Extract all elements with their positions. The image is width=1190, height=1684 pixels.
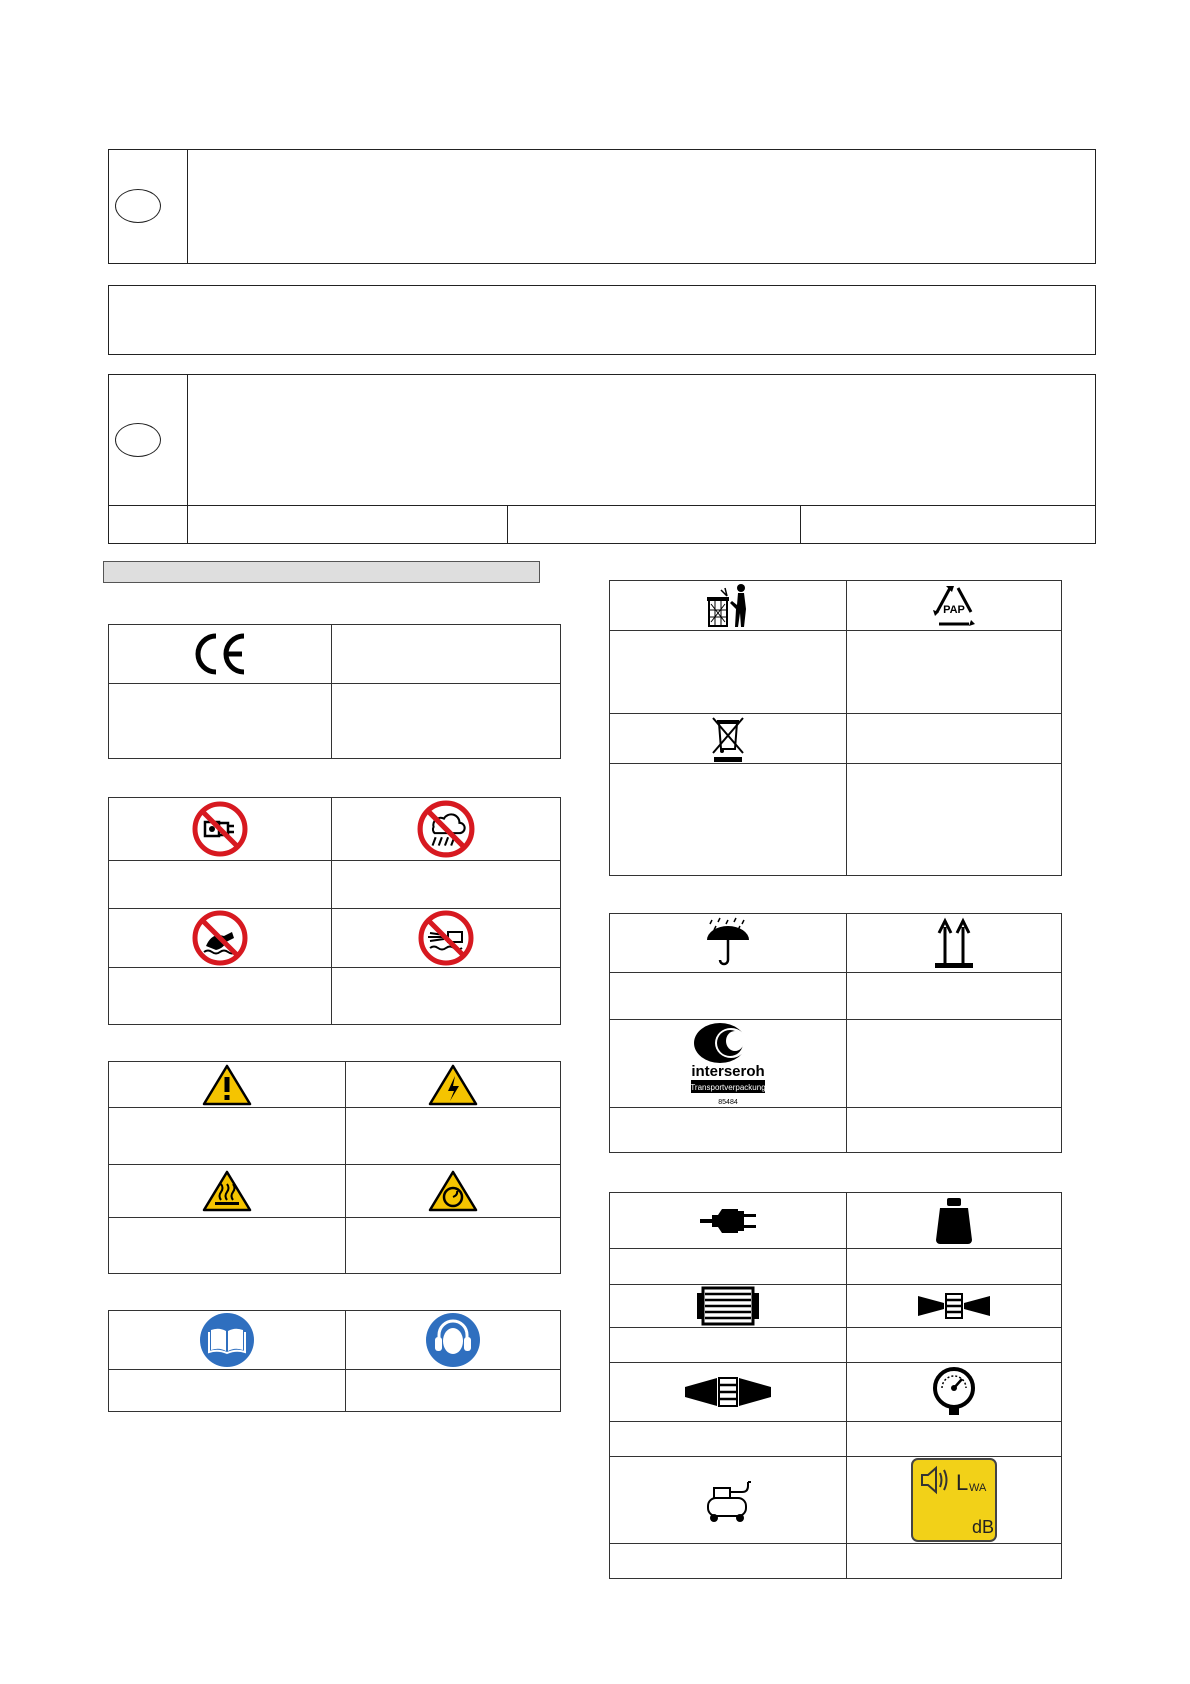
disposal-text-cell — [610, 631, 847, 714]
ce-mark-icon — [192, 632, 248, 676]
power-plug-icon — [696, 1201, 760, 1241]
prohibition-text-cell — [109, 968, 332, 1025]
warning-icon-cell — [346, 1062, 561, 1108]
no-unplug-by-cable-icon — [192, 801, 248, 857]
paper-recycling-icon — [927, 582, 981, 630]
ce-description-cell — [332, 625, 561, 684]
technical-icon-cell — [847, 1457, 1062, 1544]
technical-icon-cell — [610, 1285, 847, 1328]
technical-text-cell — [610, 1422, 847, 1457]
technical-text-cell — [847, 1328, 1062, 1363]
hot-surface-warning-icon — [202, 1170, 252, 1212]
interseroh-brand: interseroh — [691, 1062, 765, 1080]
technical-icon-cell — [610, 1457, 847, 1544]
panel-3-col-line-2 — [800, 505, 801, 544]
weight-icon — [934, 1196, 974, 1246]
interseroh-number: 85484 — [718, 1098, 738, 1106]
disposal-text-cell — [610, 764, 847, 876]
technical-text-cell — [847, 1422, 1062, 1457]
disposal-text-cell — [847, 714, 1062, 764]
prohibition-icon-cell — [332, 798, 561, 861]
technical-data-table — [609, 1192, 1062, 1579]
output-pressure-icon — [683, 1374, 773, 1410]
technical-text-cell — [610, 1544, 847, 1579]
warning-table — [108, 1061, 561, 1274]
technical-icon-cell — [847, 1285, 1062, 1328]
prohibition-icon-cell — [109, 909, 332, 968]
interseroh-logo-icon — [683, 1021, 773, 1107]
warning-icon-cell — [109, 1165, 346, 1218]
packaging-text-cell — [610, 1108, 847, 1153]
technical-icon-cell — [610, 1363, 847, 1422]
general-warning-icon — [202, 1064, 252, 1106]
panel-3-col-line-1 — [507, 505, 508, 544]
technical-icon-cell — [847, 1363, 1062, 1422]
sound-label-main: L — [956, 1470, 969, 1495]
prohibition-table — [108, 797, 561, 1025]
packaging-table — [609, 913, 1062, 1153]
packaging-icon-cell — [610, 914, 847, 973]
info-panel-2 — [108, 285, 1096, 355]
conformity-text-cell-1 — [109, 684, 332, 759]
disposal-text-cell — [847, 764, 1062, 876]
disposal-text-cell — [847, 631, 1062, 714]
packaging-text-cell — [847, 1108, 1062, 1153]
electric-shock-warning-icon — [428, 1064, 478, 1106]
warning-text-cell — [346, 1108, 561, 1165]
pressure-gauge-icon — [931, 1367, 977, 1417]
packaging-icon-cell — [610, 1020, 847, 1108]
this-way-up-icon — [931, 915, 977, 971]
disposal-icon-cell — [610, 714, 847, 764]
no-rain-exposure-icon — [417, 800, 475, 858]
section-header-bar — [103, 561, 540, 583]
mandatory-icon-cell — [109, 1311, 346, 1370]
conformity-text-cell-2 — [332, 684, 561, 759]
no-water-spray-icon — [418, 910, 474, 966]
mandatory-table — [108, 1310, 561, 1412]
disposal-table — [609, 580, 1062, 876]
packaging-text-cell — [610, 973, 847, 1020]
sound-label-unit: dB — [972, 1517, 995, 1537]
sound-label-sub: WA — [969, 1482, 987, 1494]
technical-icon-cell — [847, 1193, 1062, 1249]
info-panel-1 — [108, 149, 1096, 264]
disposal-icon-cell — [847, 581, 1062, 631]
technical-text-cell — [610, 1249, 847, 1285]
mandatory-icon-cell — [346, 1311, 561, 1370]
compressor-icon — [702, 1476, 754, 1524]
warning-icon-cell — [346, 1165, 561, 1218]
conformity-table — [108, 624, 561, 759]
input-pressure-icon — [916, 1290, 992, 1322]
mandatory-text-cell — [346, 1370, 561, 1412]
prohibition-icon-cell — [332, 909, 561, 968]
prohibition-text-cell — [109, 861, 332, 909]
sound-power-level-icon — [910, 1457, 998, 1543]
packaging-icon-cell — [847, 914, 1062, 973]
ce-cell — [109, 625, 332, 684]
technical-text-cell — [847, 1544, 1062, 1579]
packaging-text-cell — [847, 973, 1062, 1020]
no-wet-environment-icon — [192, 910, 248, 966]
automatic-start-warning-icon — [428, 1170, 478, 1212]
recycling-label: PAP — [943, 603, 965, 616]
packaging-text-cell — [847, 1020, 1062, 1108]
wear-ear-protection-icon — [424, 1311, 482, 1369]
panel-3-row-line — [108, 505, 1096, 506]
interseroh-subtitle: Transportverpackung — [690, 1082, 766, 1092]
technical-text-cell — [847, 1249, 1062, 1285]
read-manual-icon — [198, 1311, 256, 1369]
warning-text-cell — [109, 1218, 346, 1274]
disposal-icon-cell — [610, 581, 847, 631]
prohibition-icon-cell — [109, 798, 332, 861]
keep-dry-icon — [704, 916, 752, 970]
technical-icon-cell — [610, 1193, 847, 1249]
panel-3-divider — [187, 374, 188, 544]
weee-crossed-bin-icon — [710, 715, 746, 763]
dispose-in-bin-icon — [703, 582, 753, 630]
panel-1-marker — [115, 189, 161, 223]
technical-text-cell — [610, 1328, 847, 1363]
panel-1-divider — [187, 149, 188, 264]
warning-text-cell — [346, 1218, 561, 1274]
info-panel-3 — [108, 374, 1096, 544]
warning-text-cell — [109, 1108, 346, 1165]
motor-icon — [695, 1285, 761, 1327]
panel-3-marker — [115, 423, 161, 457]
mandatory-text-cell — [109, 1370, 346, 1412]
warning-icon-cell — [109, 1062, 346, 1108]
prohibition-text-cell — [332, 861, 561, 909]
prohibition-text-cell — [332, 968, 561, 1025]
